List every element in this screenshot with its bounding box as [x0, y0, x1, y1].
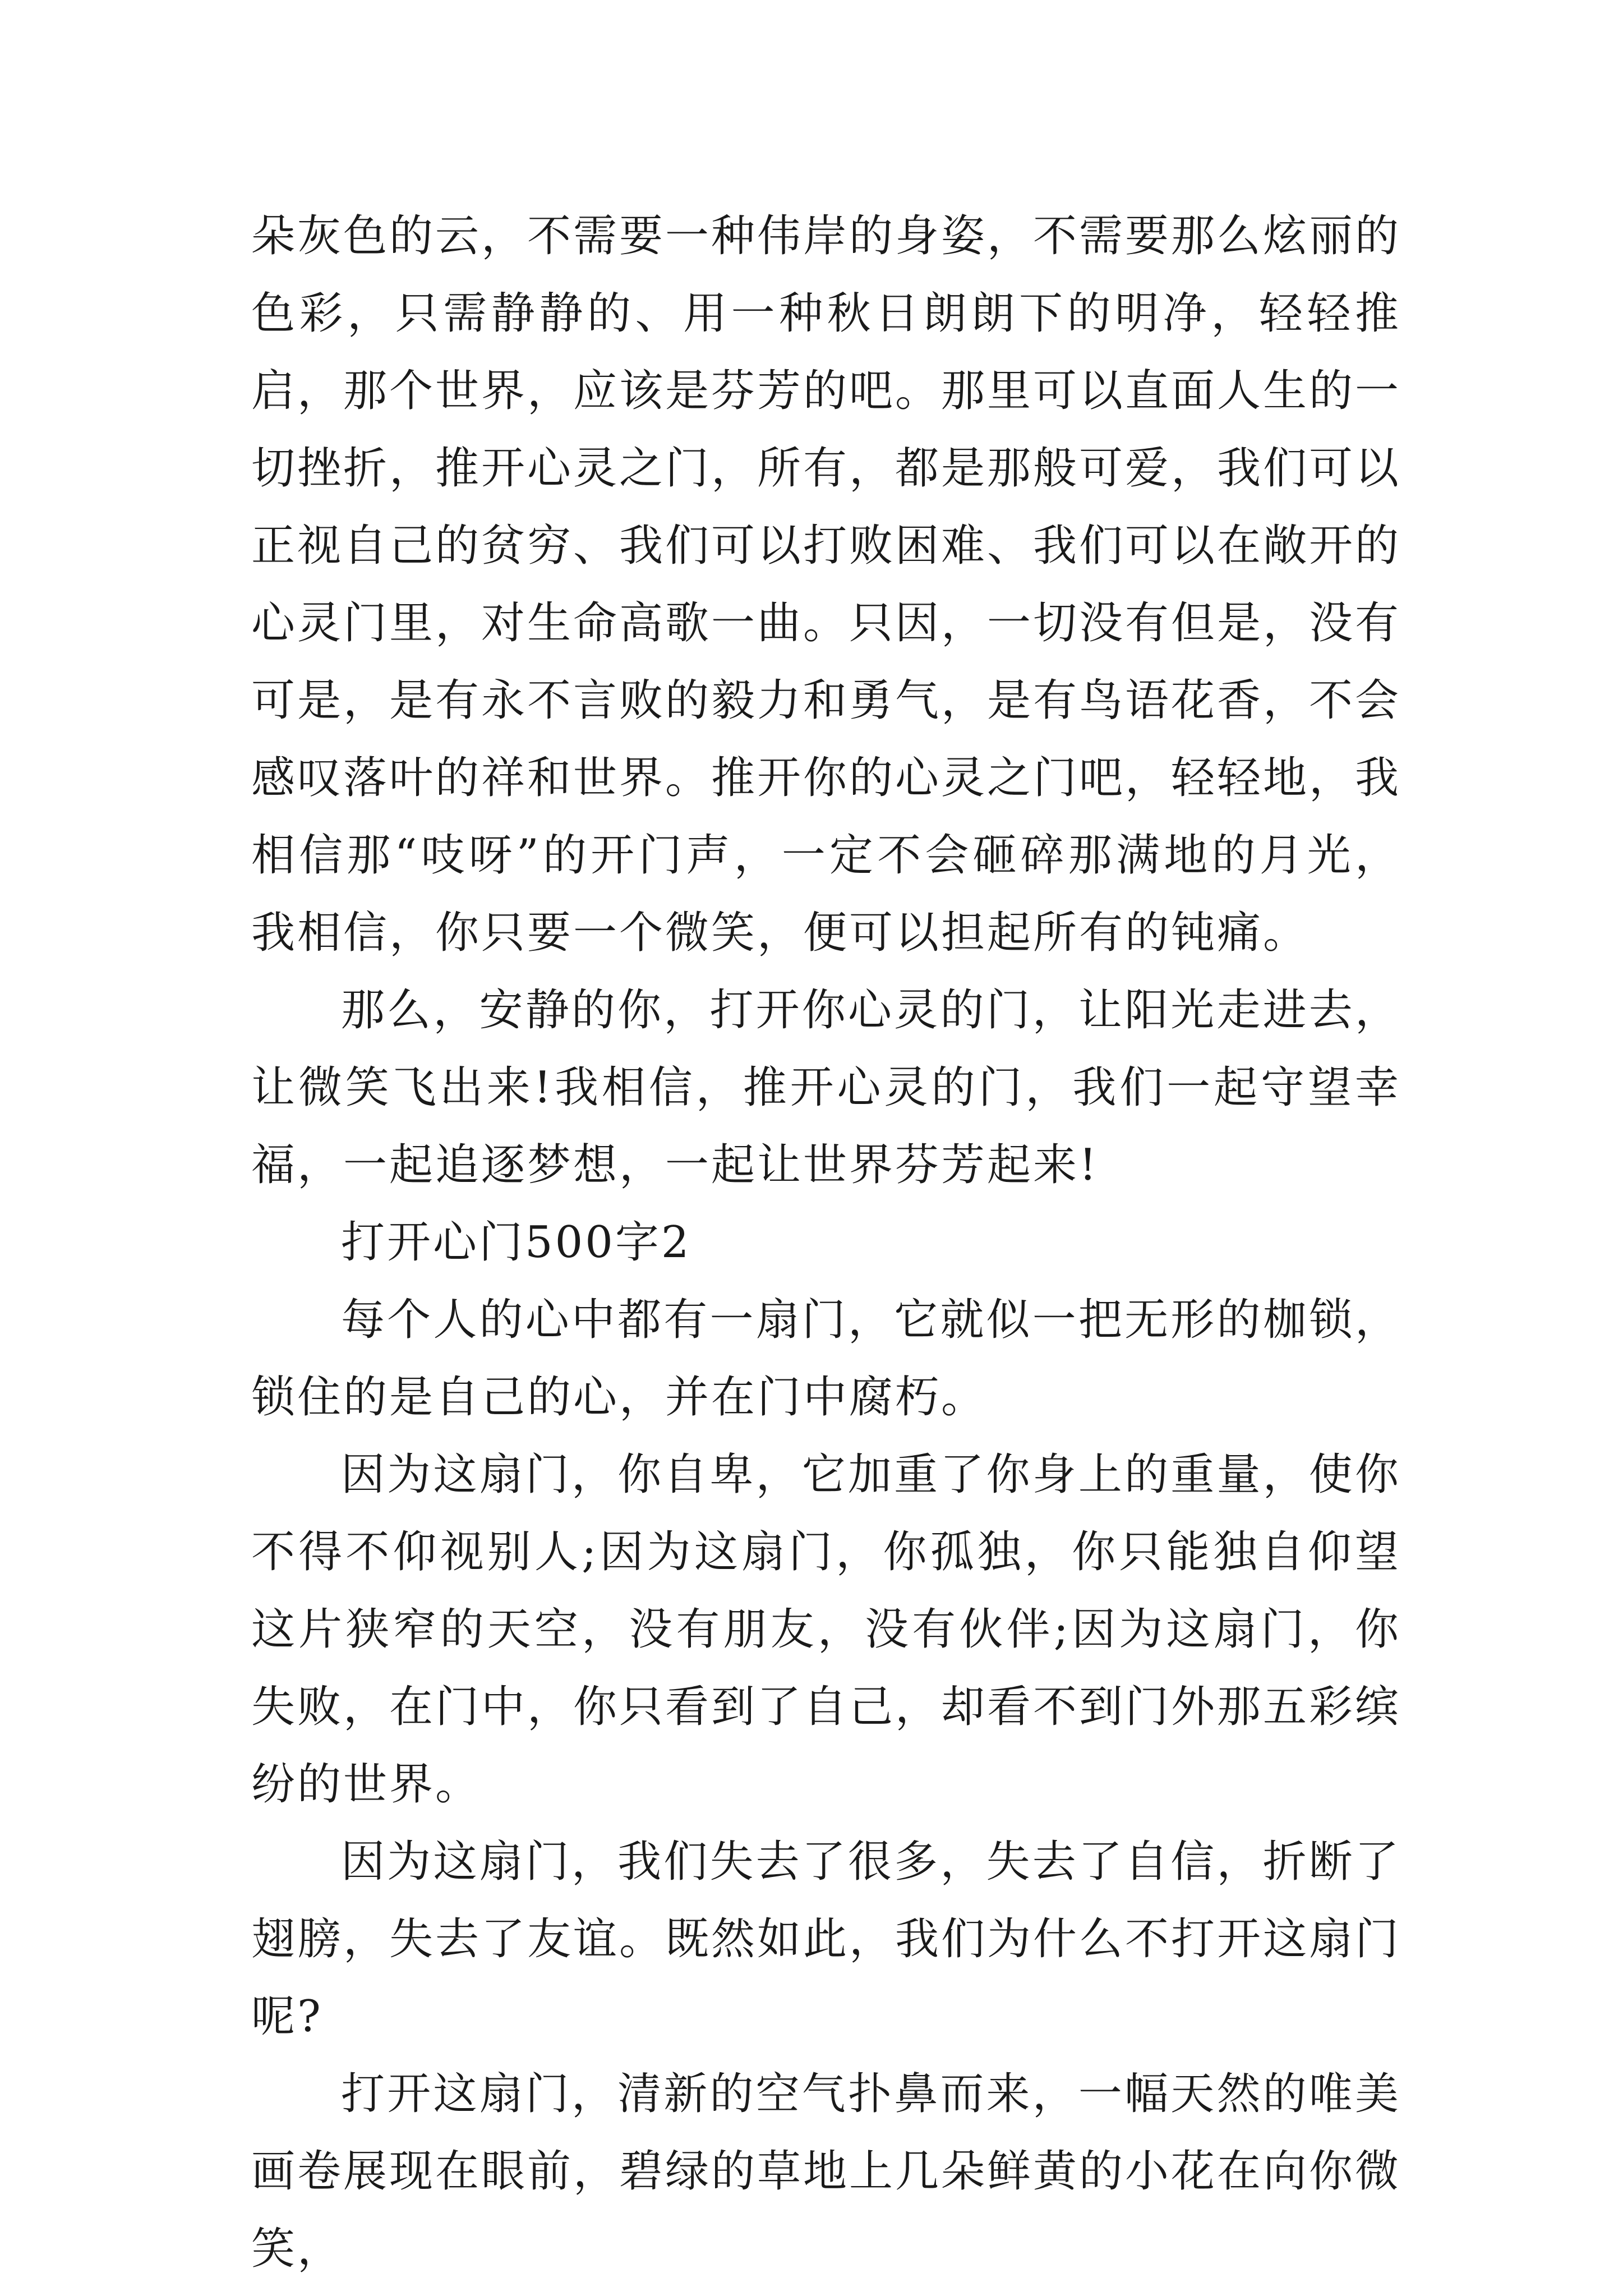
- paragraph: 每个人的心中都有一扇门，它就似一把无形的枷锁，锁住的是自己的心，并在门中腐朽。: [251, 1295, 1401, 1423]
- section-title: 打开心门500字2: [341, 1217, 691, 1268]
- paragraph: 因为这扇门，你自卑，它加重了你身上的重量，使你不得不仰视别人;因为这扇门，你孤独，你只能独自仰望这片狭窄的天空，没有朋友，没有伙伴;因为这扇门，你失败，在门中，你只看到了自己，却看不到门外那五彩缤纷的世界。: [251, 1450, 1401, 1810]
- paragraph: 打开这扇门，清新的空气扑鼻而来，一幅天然的唯美画卷展现在眼前，碧绿的草地上几朵鲜黄的小花在向你微笑，: [251, 2069, 1401, 2274]
- paragraph: 朵灰色的云，不需要一种伟岸的身姿，不需要那么炫丽的色彩，只需静静的、用一种秋日朗朗下的明净，轻轻推启，那个世界，应该是芬芳的吧。那里可以直面人生的一切挫折，推开心灵之门，所有，都是那般可爱，我们可以正视自己的贫穷、我们可以打败困难、我们可以在敞开的心灵门里，对生命高歌一曲。只因，一切没有但是，没有可是，是有永不言败的毅力和勇气，是有鸟语花香，不会感叹落叶的祥和世界。推开你的心灵之门吧，轻轻地，我相信那“吱呀”的开门声，一定不会砸碎那满地的月光，我相信，你只要一个微笑，便可以担起所有的钝痛。: [251, 211, 1401, 958]
- paragraph: 因为这扇门，我们失去了很多，失去了自信，折断了翅膀，失去了友谊。既然如此，我们为什么不打开这扇门呢?: [251, 1837, 1401, 2042]
- paragraph: 那么，安静的你，打开你心灵的门，让阳光走进去，让微笑飞出来!我相信，推开心灵的门，我们一起守望幸福，一起追逐梦想，一起让世界芬芳起来!: [251, 985, 1401, 1190]
- document-body: [251, 197, 1401, 2288]
